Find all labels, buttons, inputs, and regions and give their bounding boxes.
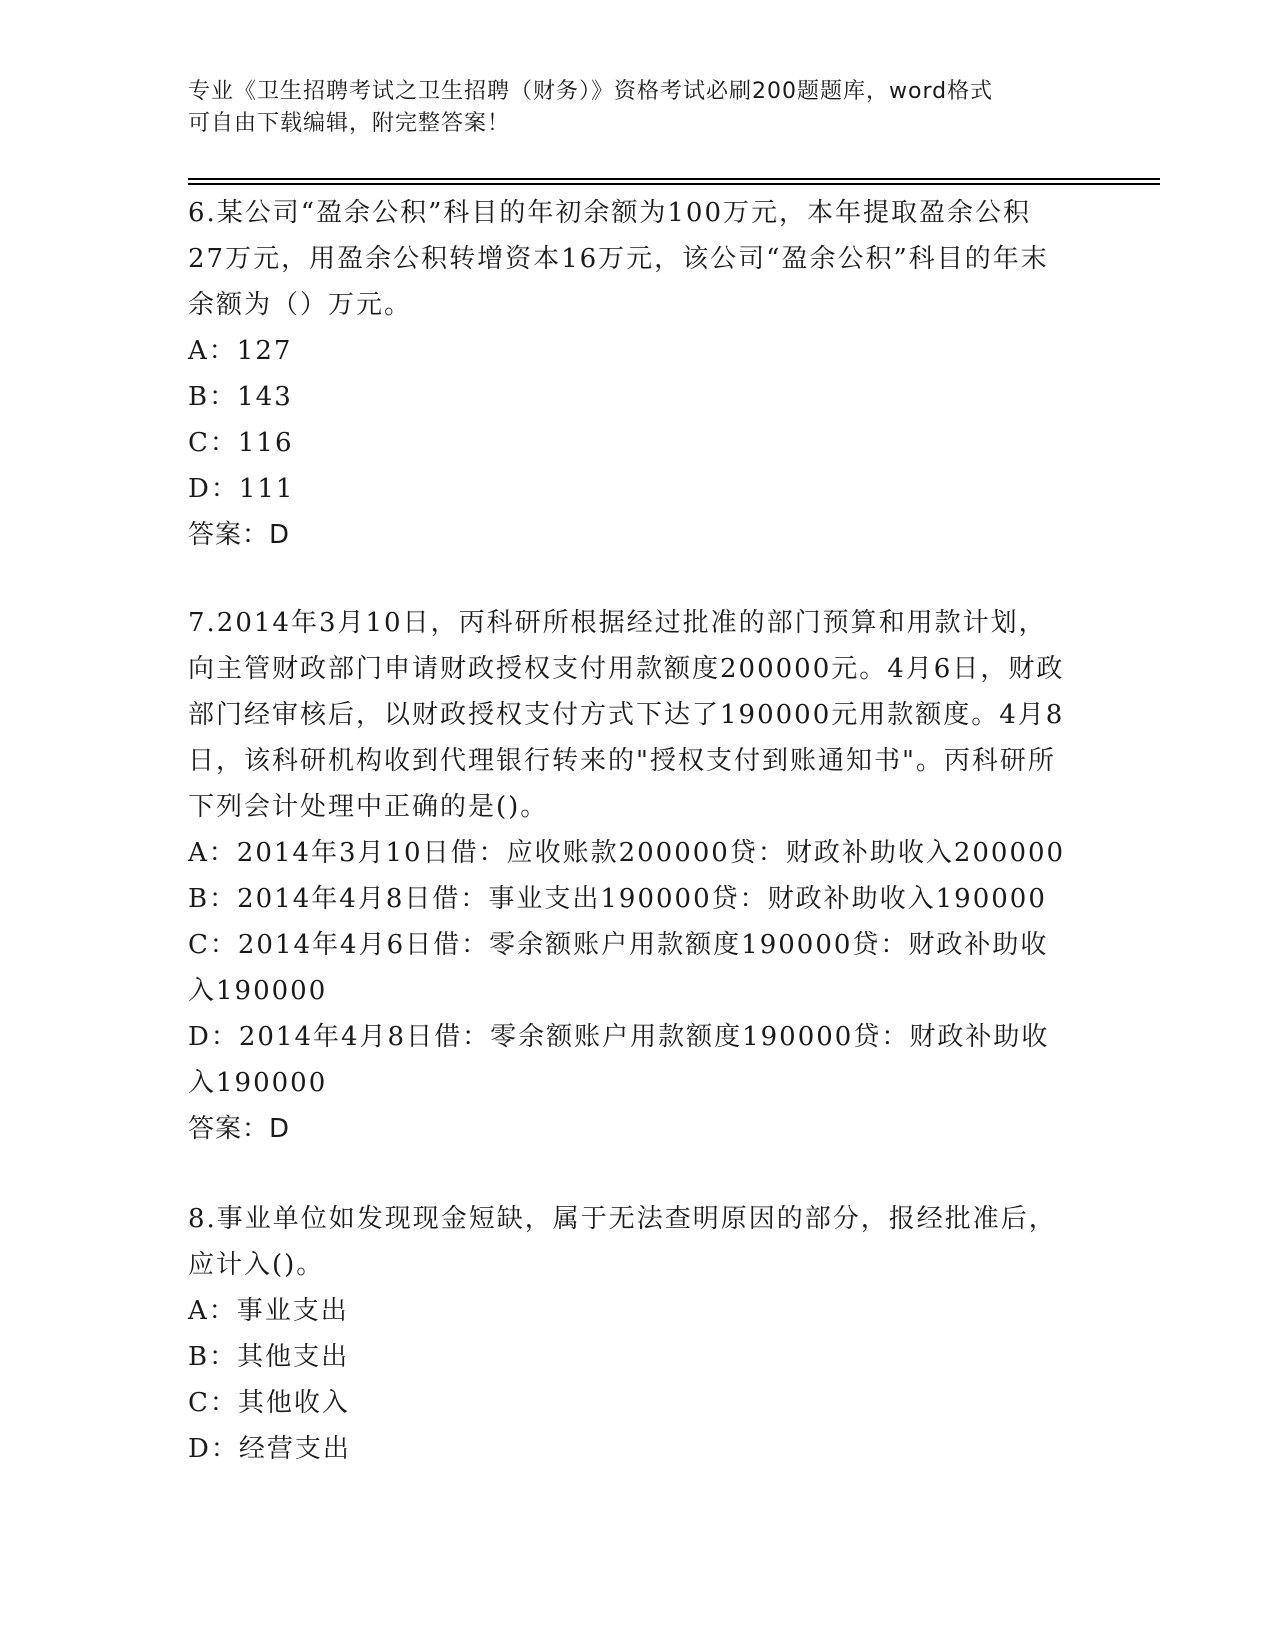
- option-b: B：其他支出: [188, 1342, 350, 1372]
- question-stem: 7.2014年3月10日，丙科研所根据经过批准的部门预算和用款计划，向主管财政部门申请财政授权支付用款额度200000元。4月6日，财政部门经审核后，以财政授权支付方式下达了190000元用款额度。4月8日，该科研机构收到代理银行转来的"授权支付到账通知书"。丙科研所下列会计处理中正确的是()。: [188, 608, 1065, 822]
- option-a: A：事业支出: [188, 1296, 349, 1326]
- option-c: C：其他收入: [188, 1388, 350, 1418]
- question-8: [188, 1196, 1068, 1472]
- option-a: A：2014年3月10日借：应收账款200000贷：财政补助收入200000: [188, 838, 1066, 868]
- question-stem: 6.某公司“盈余公积”科目的年初余额为100万元，本年提取盈余公积27万元，用盈余公积转增资本16万元，该公司“盈余公积”科目的年末余额为（）万元。: [188, 198, 1049, 320]
- header-divider-bottom: [188, 183, 1160, 185]
- answer-label: 答案：D: [188, 520, 291, 550]
- option-c: C：116: [188, 428, 294, 458]
- header-divider-top: [188, 178, 1160, 180]
- question-7: [188, 600, 1068, 1152]
- option-b: B：2014年4月8日借：事业支出190000贷：财政补助收入190000: [188, 884, 1047, 914]
- header-title-line-2: 可自由下载编辑，附完整答案！: [188, 111, 511, 136]
- question-stem: 8.事业单位如发现现金短缺，属于无法查明原因的部分，报经批准后，应计入()。: [188, 1204, 1057, 1280]
- option-a: A：127: [188, 336, 293, 366]
- option-b: B：143: [188, 382, 293, 412]
- question-6: [188, 190, 1068, 558]
- option-d: D：2014年4月8日借：零余额账户用款额度190000贷：财政补助收入190000: [188, 1022, 1050, 1098]
- option-d: D：111: [188, 474, 295, 504]
- document-header: [188, 76, 1068, 140]
- option-d: D：经营支出: [188, 1434, 351, 1464]
- header-title-line-1: 专业《卫生招聘考试之卫生招聘（财务）》资格考试必刷200题题库，word格式: [188, 79, 994, 104]
- answer-label: 答案：D: [188, 1114, 291, 1144]
- option-c: C：2014年4月6日借：零余额账户用款额度190000贷：财政补助收入190000: [188, 930, 1049, 1006]
